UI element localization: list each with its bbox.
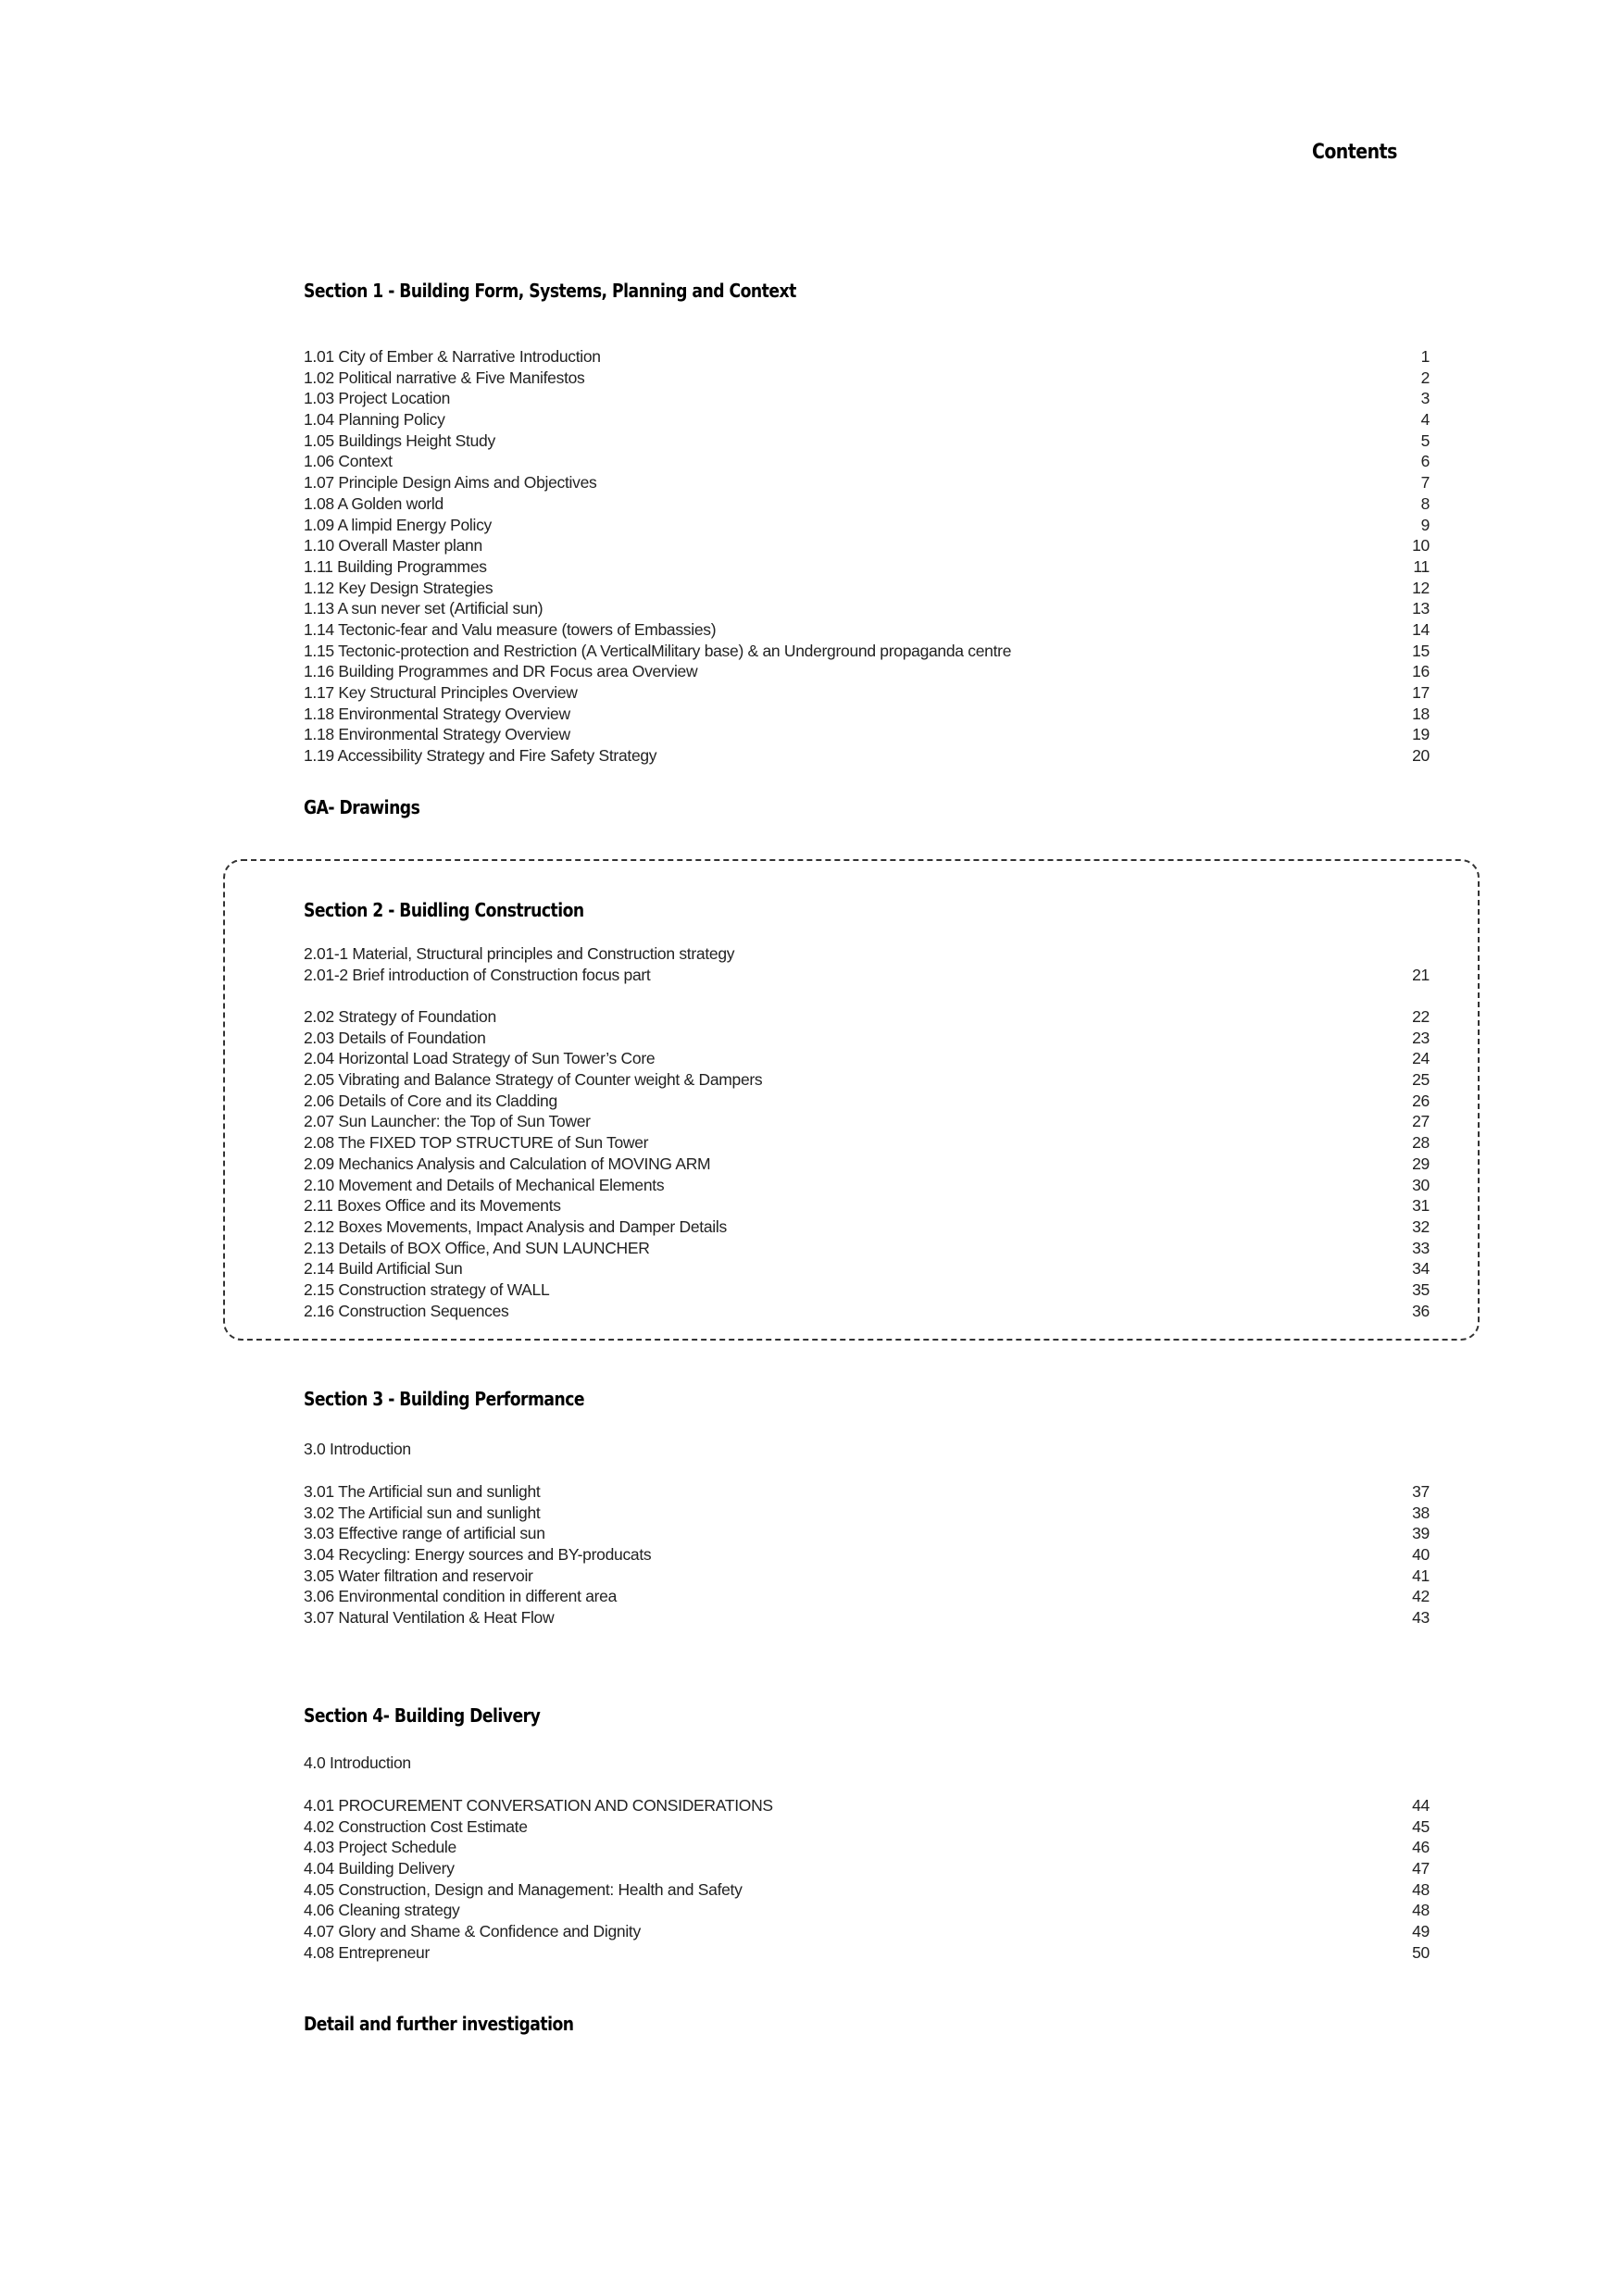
- toc-entry: [304, 724, 1430, 745]
- section-4-list: [304, 1795, 1430, 1964]
- section-1-heading: Section 1 - Building Form, Systems, Planning and Context: [304, 280, 796, 302]
- toc-entry-page: 47: [1412, 1859, 1430, 1878]
- toc-entry-page: 48: [1412, 1901, 1430, 1920]
- toc-entry-label: 3.04 Recycling: Energy sources and BY-producats: [304, 1545, 652, 1565]
- toc-entry: [304, 682, 1430, 704]
- toc-entry-label: 3.06 Environmental condition in different area: [304, 1587, 618, 1606]
- toc-entry-label: 1.16 Building Programmes and DR Focus area Overview: [304, 662, 698, 681]
- toc-entry-page: 45: [1412, 1816, 1430, 1836]
- toc-entry-label: 1.04 Planning Policy: [304, 410, 445, 430]
- toc-entry-label: 4.05 Construction, Design and Management: Health and Safety: [304, 1879, 743, 1899]
- toc-entry-label: 1.14 Tectonic-fear and Valu measure (towers of Embassies): [304, 619, 717, 639]
- toc-entry: [304, 619, 1430, 641]
- toc-entry-label: 2.16 Construction Sequences: [304, 1301, 509, 1320]
- toc-entry-label: 1.03 Project Location: [304, 389, 451, 408]
- toc-entry-label: 2.05 Vibrating and Balance Strategy of Counter weight & Dampers: [304, 1070, 763, 1090]
- toc-entry-label: 1.15 Tectonic-protection and Restriction (A VerticalMilitary base) & an Underground propaganda centre: [304, 641, 1012, 660]
- toc-entry-page: 26: [1412, 1091, 1430, 1110]
- toc-entry-page: 14: [1412, 619, 1430, 639]
- toc-entry-page: 4: [1420, 410, 1430, 430]
- toc-entry-label: 2.01-1 Material, Structural principles and Construction strategy: [304, 944, 735, 963]
- toc-entry-label: 2.09 Mechanics Analysis and Calculation of MOVING ARM: [304, 1154, 711, 1173]
- toc-entry: [304, 368, 1430, 389]
- toc-entry-label: 1.01 City of Ember & Narrative Introduction: [304, 347, 601, 366]
- toc-entry-page: 12: [1412, 578, 1430, 597]
- toc-entry-page: 35: [1412, 1279, 1430, 1299]
- toc-entry-page: 38: [1412, 1503, 1430, 1522]
- toc-entry-label: 2.02 Strategy of Foundation: [304, 1007, 496, 1026]
- toc-entry-page: 8: [1420, 493, 1430, 513]
- toc-entry-label: 1.05 Buildings Height Study: [304, 430, 495, 450]
- toc-entry-page: 39: [1412, 1524, 1430, 1543]
- toc-entry-page: 24: [1412, 1049, 1430, 1068]
- toc-entry: [304, 1069, 1430, 1091]
- toc-entry-page: 37: [1412, 1482, 1430, 1501]
- toc-entry: [304, 641, 1430, 662]
- toc-entry-page: 2: [1420, 368, 1430, 387]
- toc-entry-page: 6: [1420, 452, 1430, 471]
- toc-entry: [304, 1048, 1430, 1069]
- toc-entry-page: 29: [1412, 1154, 1430, 1173]
- toc-entry: [304, 1900, 1430, 1921]
- toc-entry-label: 2.10 Movement and Details of Mechanical Elements: [304, 1175, 665, 1194]
- toc-entry: [304, 1544, 1430, 1566]
- toc-entry-page: 10: [1412, 536, 1430, 555]
- ga-drawings-heading: GA- Drawings: [304, 796, 420, 818]
- toc-entry-label: 1.07 Principle Design Aims and Objectives: [304, 473, 597, 493]
- toc-entry-label: 3.05 Water filtration and reservoir: [304, 1566, 533, 1585]
- toc-entry-page: 9: [1420, 515, 1430, 534]
- toc-entry: [304, 1279, 1430, 1301]
- toc-entry-page: 49: [1412, 1922, 1430, 1941]
- toc-entry: [304, 1795, 1430, 1816]
- toc-entry: [304, 1258, 1430, 1279]
- toc-entry: [304, 578, 1430, 599]
- toc-entry: [304, 388, 1430, 409]
- toc-entry-page: 16: [1412, 662, 1430, 681]
- toc-entry: [304, 1238, 1430, 1259]
- toc-entry-page: 17: [1412, 683, 1430, 702]
- toc-entry-label: 1.18 Environmental Strategy Overview: [304, 725, 570, 744]
- toc-entry-label: 1.12 Key Design Strategies: [304, 578, 493, 597]
- toc-entry: [304, 1006, 1430, 1028]
- toc-entry-label: 4.01 PROCUREMENT CONVERSATION AND CONSIDERATIONS: [304, 1796, 773, 1815]
- toc-entry: [304, 1132, 1430, 1154]
- section-2-list-a: [304, 943, 1430, 985]
- toc-entry: [304, 409, 1430, 430]
- toc-entry-page: 22: [1412, 1007, 1430, 1026]
- toc-entry-label: 1.10 Overall Master plann: [304, 536, 482, 555]
- toc-entry-page: 36: [1412, 1301, 1430, 1320]
- toc-entry: [304, 1111, 1430, 1132]
- toc-entry: [304, 472, 1430, 493]
- toc-entry-page: 7: [1420, 473, 1430, 493]
- toc-entry: [304, 556, 1430, 578]
- toc-entry: [304, 1503, 1430, 1524]
- toc-entry: [304, 1195, 1430, 1217]
- toc-entry-label: 2.01-2 Brief introduction of Construction focus part: [304, 965, 651, 984]
- toc-entry-page: 30: [1412, 1175, 1430, 1194]
- toc-entry-label: 4.03 Project Schedule: [304, 1838, 456, 1857]
- toc-entry-label: 3.03 Effective range of artificial sun: [304, 1524, 545, 1543]
- toc-entry-label: 3.01 The Artificial sun and sunlight: [304, 1482, 541, 1501]
- toc-entry-page: 13: [1412, 599, 1430, 618]
- toc-entry: [304, 1607, 1430, 1628]
- detail-heading: Detail and further investigation: [304, 2013, 574, 2035]
- toc-entry-label: 2.06 Details of Core and its Cladding: [304, 1091, 557, 1110]
- toc-entry: [304, 1301, 1430, 1322]
- toc-entry-label: 4.07 Glory and Shame & Confidence and Dignity: [304, 1922, 641, 1941]
- toc-entry-label: 2.03 Details of Foundation: [304, 1028, 486, 1047]
- toc-entry: [304, 1816, 1430, 1838]
- toc-entry-label: 3.02 The Artificial sun and sunlight: [304, 1503, 541, 1522]
- toc-entry-label: 4.08 Entrepreneur: [304, 1942, 430, 1962]
- section-4-intro: 4.0 Introduction: [304, 1753, 411, 1772]
- toc-entry: [304, 1942, 1430, 1964]
- toc-entry: [304, 1837, 1430, 1858]
- toc-entry-page: 3: [1420, 389, 1430, 408]
- toc-entry-label: 1.11 Building Programmes: [304, 556, 487, 576]
- toc-entry-page: 18: [1412, 704, 1430, 723]
- section-1-list: [304, 346, 1430, 767]
- toc-entry: [304, 451, 1430, 472]
- toc-entry-page: 34: [1412, 1259, 1430, 1279]
- toc-entry-page: 46: [1412, 1838, 1430, 1857]
- toc-entry: [304, 1175, 1430, 1196]
- toc-entry-label: 4.02 Construction Cost Estimate: [304, 1816, 528, 1836]
- toc-entry: [304, 1028, 1430, 1049]
- toc-entry: [304, 346, 1430, 368]
- toc-entry: [304, 943, 1430, 965]
- toc-entry-label: 2.11 Boxes Office and its Movements: [304, 1196, 561, 1216]
- toc-entry-page: 11: [1413, 556, 1430, 576]
- toc-entry-page: 31: [1412, 1196, 1430, 1216]
- toc-entry: [304, 430, 1430, 452]
- toc-entry-label: 2.04 Horizontal Load Strategy of Sun Tower’s Core: [304, 1049, 656, 1068]
- toc-entry-page: 40: [1412, 1545, 1430, 1565]
- toc-entry-page: 25: [1412, 1070, 1430, 1090]
- toc-entry-label: 4.06 Cleaning strategy: [304, 1901, 460, 1920]
- toc-entry: [304, 965, 1430, 986]
- toc-entry-label: 1.19 Accessibility Strategy and Fire Safety Strategy: [304, 746, 657, 766]
- section-2-list-b: [304, 1006, 1430, 1321]
- toc-entry: [304, 1481, 1430, 1503]
- toc-entry: [304, 1523, 1430, 1544]
- toc-entry: [304, 1921, 1430, 1942]
- toc-entry: [304, 1879, 1430, 1901]
- toc-entry: [304, 598, 1430, 619]
- toc-entry-label: 2.14 Build Artificial Sun: [304, 1259, 463, 1279]
- toc-entry-page: 43: [1412, 1608, 1430, 1628]
- section-2-heading: Section 2 - Buidling Construction: [304, 899, 584, 921]
- section-4-heading: Section 4- Building Delivery: [304, 1704, 541, 1727]
- toc-entry: [304, 704, 1430, 725]
- toc-entry: [304, 1858, 1430, 1879]
- toc-entry-page: 23: [1412, 1028, 1430, 1047]
- toc-entry-page: 28: [1412, 1133, 1430, 1153]
- toc-entry: [304, 535, 1430, 556]
- toc-entry: [304, 661, 1430, 682]
- toc-entry-page: 48: [1412, 1879, 1430, 1899]
- toc-entry-label: 1.18 Environmental Strategy Overview: [304, 704, 570, 723]
- toc-entry-page: 5: [1420, 430, 1430, 450]
- toc-entry-label: 4.04 Building Delivery: [304, 1859, 455, 1878]
- toc-entry-label: 1.06 Context: [304, 452, 393, 471]
- section-3-heading: Section 3 - Building Performance: [304, 1388, 585, 1410]
- toc-entry-label: 2.13 Details of BOX Office, And SUN LAUNCHER: [304, 1238, 650, 1257]
- page-title: Contents: [1312, 141, 1397, 164]
- toc-entry-label: 1.17 Key Structural Principles Overview: [304, 683, 578, 702]
- toc-entry-page: 1: [1420, 347, 1430, 366]
- toc-entry: [304, 745, 1430, 767]
- toc-entry-label: 3.07 Natural Ventilation & Heat Flow: [304, 1608, 555, 1628]
- toc-entry-page: 50: [1412, 1942, 1430, 1962]
- toc-entry: [304, 1091, 1430, 1112]
- toc-entry-page: 19: [1412, 725, 1430, 744]
- toc-entry: [304, 493, 1430, 515]
- toc-entry-label: 2.08 The FIXED TOP STRUCTURE of Sun Tower: [304, 1133, 649, 1153]
- toc-entry: [304, 1566, 1430, 1587]
- toc-entry: [304, 1217, 1430, 1238]
- toc-entry-page: 33: [1412, 1238, 1430, 1257]
- section-3-list: [304, 1481, 1430, 1628]
- toc-entry-label: 1.02 Political narrative & Five Manifestos: [304, 368, 585, 387]
- toc-entry-page: 15: [1412, 641, 1430, 660]
- toc-entry-label: 1.08 A Golden world: [304, 493, 443, 513]
- toc-entry-page: 21: [1412, 965, 1430, 984]
- toc-entry-label: 1.13 A sun never set (Artificial sun): [304, 599, 543, 618]
- toc-entry-page: 41: [1412, 1566, 1430, 1585]
- section-3-intro: 3.0 Introduction: [304, 1440, 411, 1458]
- toc-entry-page: 32: [1412, 1217, 1430, 1236]
- toc-entry: [304, 515, 1430, 536]
- toc-entry-page: 44: [1412, 1796, 1430, 1815]
- toc-entry: [304, 1586, 1430, 1607]
- toc-entry: [304, 1154, 1430, 1175]
- toc-entry-page: 20: [1412, 746, 1430, 766]
- toc-entry-page: 27: [1412, 1112, 1430, 1131]
- toc-entry-label: 1.09 A limpid Energy Policy: [304, 515, 492, 534]
- toc-entry-page: 42: [1412, 1587, 1430, 1606]
- toc-entry-label: 2.15 Construction strategy of WALL: [304, 1279, 550, 1299]
- toc-entry-label: 2.12 Boxes Movements, Impact Analysis and Damper Details: [304, 1217, 727, 1236]
- toc-entry-label: 2.07 Sun Launcher: the Top of Sun Tower: [304, 1112, 591, 1131]
